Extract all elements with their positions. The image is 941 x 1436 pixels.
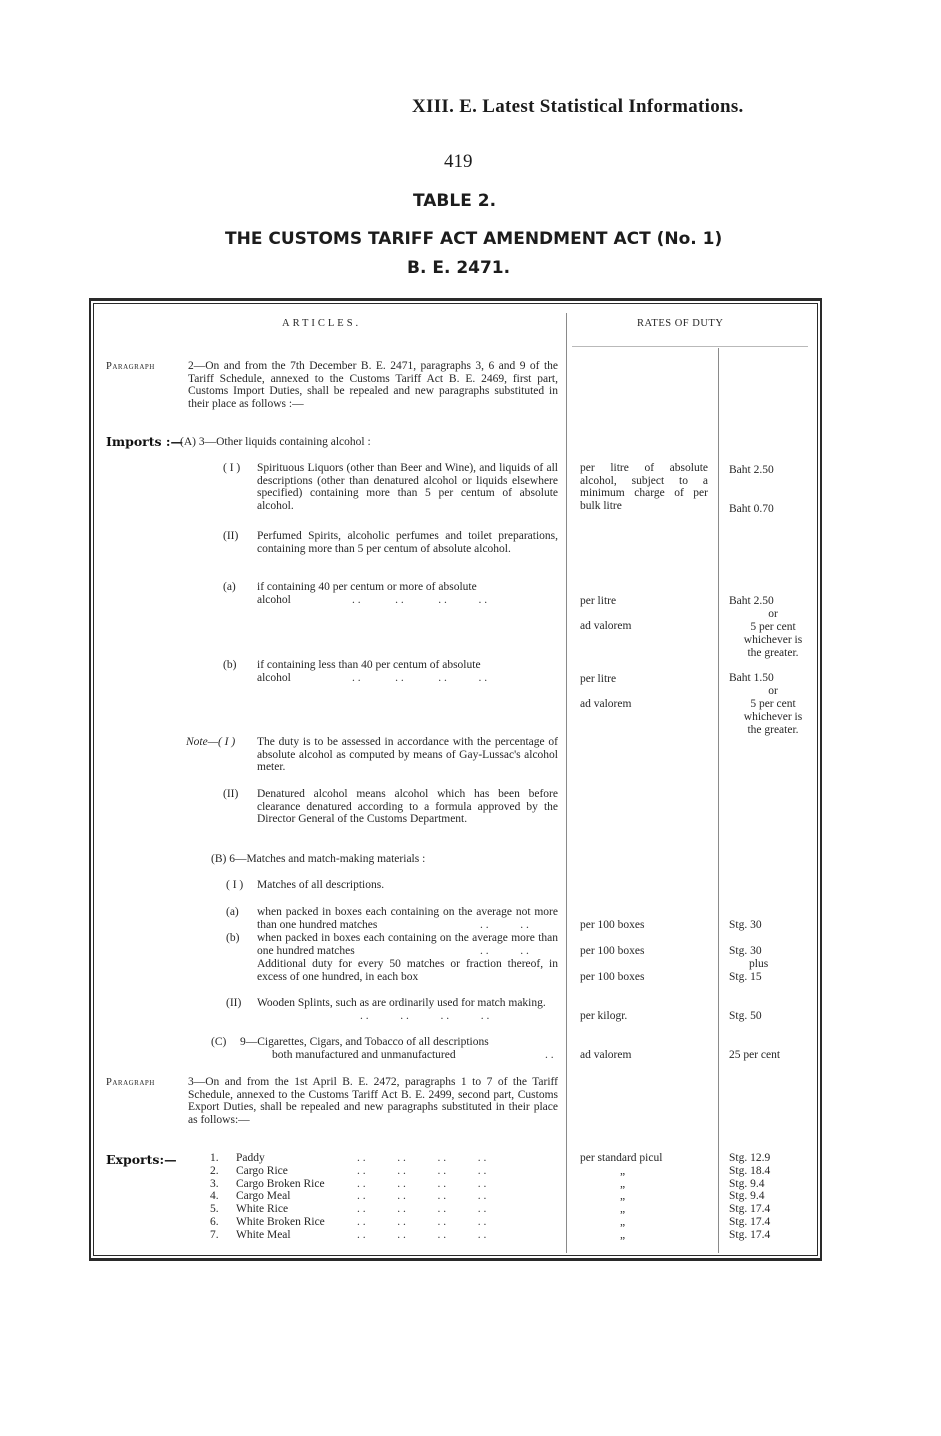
leader-dots: . . . . . . . .: [352, 672, 488, 684]
matches-a-text: when packed in boxes each containing on the average not more than one hundred matches: [257, 906, 558, 931]
export-item-name: White Rice: [236, 1203, 289, 1216]
tobacco-c-rate: 25 per cent: [729, 1049, 781, 1061]
export-unit-ditto: „: [620, 1177, 626, 1190]
matches-additional-text: Additional duty for every 50 matches or fraction thereof, in excess of one hundred, in each box: [257, 958, 558, 983]
column-divider-articles: [566, 313, 567, 1253]
item-a-text-line1: if containing 40 per centum or more of absolute: [257, 581, 477, 593]
leader-dots: . . . . . . . .: [357, 1203, 487, 1216]
leader-dots: . . . . . . . .: [357, 1190, 487, 1203]
matches-b-rate-plus: plus: [749, 958, 769, 970]
leader-dots: . . . . . . . .: [357, 1216, 487, 1228]
export-item-number: 1.: [210, 1152, 219, 1164]
item-i-number: ( I ): [223, 462, 241, 474]
imports-b-heading: (B) 6—Matches and match-making materials :: [211, 853, 426, 865]
matches-additional-rate: Stg. 15: [729, 971, 762, 983]
leader-dots: . . . . . . . .: [357, 1228, 487, 1241]
rates-header-rule: [572, 346, 808, 347]
note-1-text: The duty is to be assessed in accordance with the percentage of absolute alcohol as computed by means of Gay-Lussac's alcohol meter.: [257, 736, 558, 774]
item-a-text-line2: alcohol: [257, 594, 291, 606]
item-a-rate-percent: 5 per cent: [750, 621, 796, 633]
export-item-name: White Meal: [236, 1228, 291, 1241]
item-b-text-line1: if containing less than 40 per centum of absolute: [257, 659, 481, 671]
item-a-number: (a): [223, 581, 236, 593]
act-title: THE CUSTOMS TARIFF ACT AMENDMENT ACT (No. 1): [225, 229, 723, 249]
paragraph-3-text: 3—On and from the 1st April B. E. 2472, paragraphs 1 to 7 of the Tariff Schedule, annexed to the Customs Tariff Act B. E. 2499, second part, Customs Export Duties, shall be repealed and new paragraphs substituted in their place as follows:—: [188, 1076, 558, 1126]
leader-dots: . . . .: [480, 945, 529, 957]
export-unit-ditto: „: [620, 1203, 626, 1216]
item-a-rate-or: or: [768, 608, 778, 620]
matches-i-number: ( I ): [226, 879, 244, 891]
item-a-unit-ad-valorem: ad valorem: [580, 620, 632, 632]
tobacco-c-text-line2: both manufactured and unmanufactured: [272, 1049, 456, 1061]
table-top-inner-rule: [93, 303, 818, 304]
matches-b-text: when packed in boxes each containing on the average more than one hundred matches: [257, 932, 558, 957]
item-b-text-line2: alcohol: [257, 672, 291, 684]
export-item-number: 7.: [210, 1228, 219, 1241]
export-item-number: 3.: [210, 1177, 219, 1190]
item-ii-number: (II): [223, 530, 239, 542]
note-2-text: Denatured alcohol means alcohol which has been before clearance denatured according to a formula approved by the Director General of the Customs Department.: [257, 788, 558, 826]
item-a-rate: Baht 2.50: [729, 595, 774, 607]
export-item-rate: Stg. 17.4: [729, 1203, 771, 1216]
item-b-rate-greater: the greater.: [747, 724, 799, 736]
note-label: Note—( I ): [186, 736, 236, 748]
matches-a-unit: per 100 boxes: [580, 919, 645, 931]
export-item-name: Paddy: [236, 1152, 265, 1164]
export-unit-ditto: „: [620, 1216, 626, 1228]
matches-ii-unit: per kilogr.: [580, 1010, 628, 1022]
rates-column-header: RATES OF DUTY: [637, 318, 724, 329]
matches-ii-text: Wooden Splints, such as are ordinarily used for match making.: [257, 997, 546, 1009]
table-left-border: [89, 298, 91, 1261]
page-number: 419: [444, 151, 473, 172]
matches-ii-number: (II): [226, 997, 242, 1009]
leader-dots: . . . . . . . .: [357, 1177, 487, 1190]
table-bottom-inner-rule: [93, 1255, 818, 1256]
item-b-rate-whichever: whichever is: [743, 711, 803, 723]
table-bottom-rule: [89, 1258, 822, 1261]
paragraph-2-body: 2—On and from the 7th December B. E. 2471, paragraphs 3, 6 and 9 of the Tariff Schedule, annexed to the Customs Tariff Act B. E. 2469, first part, Customs Import Duties, shall be repealed and new paragraphs substituted in their place as follows :—: [188, 360, 558, 410]
exports-label: Exports:—: [106, 1152, 177, 1167]
item-a-rate-whichever: whichever is: [743, 634, 803, 646]
export-unit-ditto: „: [620, 1190, 626, 1203]
export-unit-ditto: „: [620, 1228, 626, 1241]
export-item-rate: Stg. 9.4: [729, 1177, 765, 1190]
running-header: XIII. E. Latest Statistical Informations.: [412, 96, 744, 117]
table-left-inner-border: [93, 303, 94, 1256]
table-top-rule: [89, 298, 822, 301]
item-a-unit: per litre: [580, 595, 617, 607]
table-label: TABLE 2.: [413, 191, 497, 211]
matches-b-number: (b): [226, 932, 240, 944]
export-item-number: 2.: [210, 1164, 219, 1177]
paragraph-2-text: [188, 360, 558, 410]
item-b-rate-or: or: [768, 685, 778, 697]
matches-i-text: Matches of all descriptions.: [257, 879, 385, 891]
export-item-rate: Stg. 9.4: [729, 1190, 765, 1203]
table-right-border: [820, 298, 822, 1261]
paragraph-3-label: Paragraph: [106, 1077, 155, 1088]
matches-a-rate: Stg. 30: [729, 919, 762, 931]
export-item-rate: Stg. 17.4: [729, 1216, 771, 1228]
leader-dots: . . . . . . . .: [360, 1010, 490, 1022]
item-b-unit-ad-valorem: ad valorem: [580, 698, 632, 710]
item-b-rate-percent: 5 per cent: [750, 698, 796, 710]
act-era: B. E. 2471.: [407, 258, 511, 278]
paragraph-2-label: Paragraph: [106, 361, 155, 372]
tobacco-c-text-line1: 9—Cigarettes, Cigars, and Tobacco of all descriptions: [240, 1036, 489, 1048]
leader-dots: . . . . . . . .: [357, 1152, 487, 1164]
item-a-rate-greater: the greater.: [747, 647, 799, 659]
export-item-rate: Stg. 17.4: [729, 1228, 771, 1241]
matches-b-rate: Stg. 30: [729, 945, 762, 957]
export-item-name: Cargo Broken Rice: [236, 1177, 325, 1190]
item-b-number: (b): [223, 659, 237, 671]
export-item-rate: Stg. 18.4: [729, 1164, 771, 1177]
export-item-number: 6.: [210, 1216, 219, 1228]
table-right-inner-border: [817, 303, 818, 1256]
note-2-number: (II): [223, 788, 239, 800]
item-b-rate: Baht 1.50: [729, 672, 774, 684]
leader-dots: . . . . . . . .: [352, 594, 488, 606]
export-item-rate: Stg. 12.9: [729, 1152, 771, 1164]
imports-label: Imports :—: [106, 434, 184, 449]
item-i-minimum-rate: Baht 0.70: [729, 503, 774, 515]
item-i-text: Spirituous Liquors (other than Beer and Wine), and liquids of all descriptions (other than denatured alcohol or liquids elsewhere specified) containing more than 5 per centum of absolute alcohol.: [257, 462, 558, 512]
item-ii-text: Perfumed Spirits, alcoholic perfumes and toilet preparations, containing more than 5 per centum of absolute alcohol.: [257, 530, 558, 555]
tobacco-c-unit: ad valorem: [580, 1049, 632, 1061]
exports-unit: per standard picul: [580, 1152, 663, 1164]
item-b-unit: per litre: [580, 673, 617, 685]
leader-dots: . .: [545, 1049, 554, 1061]
leader-dots: . . . . . . . .: [357, 1164, 487, 1177]
matches-ii-rate: Stg. 50: [729, 1010, 762, 1022]
column-divider-rates: [718, 348, 719, 1253]
matches-a-number: (a): [226, 906, 239, 918]
export-item-name: Cargo Meal: [236, 1190, 291, 1203]
item-i-unit: per litre of absolute alcohol, subject to a minimum charge of per bulk litre: [580, 462, 708, 512]
articles-column-header: ARTICLES.: [282, 318, 362, 329]
export-item-number: 4.: [210, 1190, 219, 1203]
export-item-name: Cargo Rice: [236, 1164, 288, 1177]
matches-additional-unit: per 100 boxes: [580, 971, 645, 983]
leader-dots: . . . .: [480, 919, 529, 931]
imports-a-heading: (A) 3—Other liquids containing alcohol :: [180, 436, 371, 448]
export-item-number: 5.: [210, 1203, 219, 1216]
matches-b-unit: per 100 boxes: [580, 945, 645, 957]
item-i-rate: Baht 2.50: [729, 464, 774, 476]
export-unit-ditto: „: [620, 1164, 626, 1177]
export-item-name: White Broken Rice: [236, 1216, 325, 1228]
tobacco-c-number: (C): [211, 1036, 227, 1048]
